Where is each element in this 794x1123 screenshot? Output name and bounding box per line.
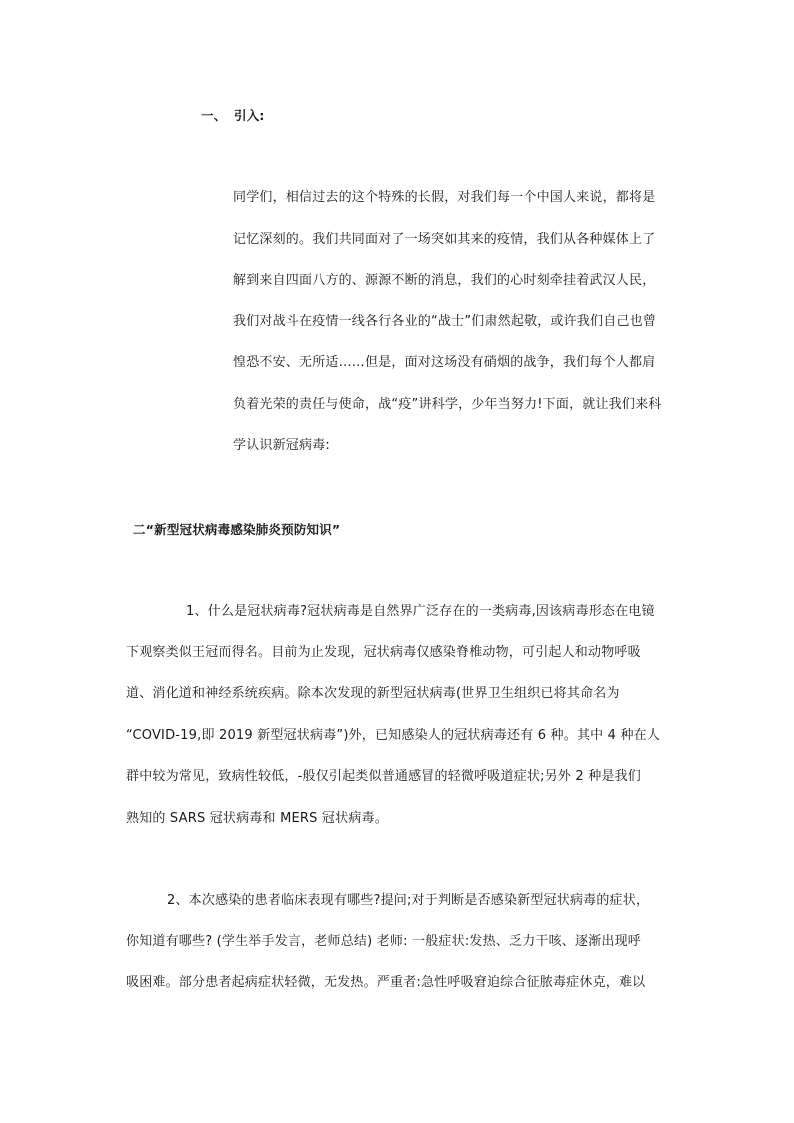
q1-line: 道、消化道和神经系统疾病。除本次发现的新型冠状病毒(世界卫生组织已将其命名为: [126, 686, 620, 701]
q1-line: 群中较为常见，致病性较低，-般仅引起类似普通感冒的轻微呼吸道症状;另外 2 种是我们: [126, 769, 642, 784]
q2-line: 你知道有哪些? (学生举手发言，老师总结) 老师: 一般症状:发热、乏力干咳、逐渐出现呼: [126, 934, 642, 949]
q1-line: 1、什么是冠状病毒?冠状病毒是自然界广泛存在的一类病毒,因该病毒形态在电镜: [186, 604, 655, 619]
intro-line: 学认识新冠病毒:: [233, 438, 330, 453]
intro-line: 惶恐不安、无所适……但是，面对这场没有硝烟的战争，我们每个人都肩: [233, 355, 656, 370]
q1-line: 熟知的 SARS 冠状病毒和 MERS 冠状病毒。: [126, 811, 388, 826]
q2-line: 2、本次感染的患者临床表现有哪些?提问;对于判断是否感染新型冠状病毒的症状，: [167, 893, 650, 908]
intro-line: 解到来自四面八方的、源源不断的消息，我们的心时刻牵挂着武汉人民，: [233, 273, 656, 288]
q2-line: 吸困难。部分患者起病症状轻微，无发热。严重者:急性呼吸窘迫综合征脓毒症休克，难以: [126, 975, 646, 990]
intro-line: 负着光荣的责任与使命，战“疫”讲科学，少年当努力!下面，就让我们来科: [233, 397, 662, 412]
q1-line: 下观察类似王冠而得名。目前为止发现，冠状病毒仅感染脊椎动物，可引起人和动物呼吸: [126, 645, 641, 660]
intro-line: 记忆深刻的。我们共同面对了一场突如其来的疫情，我们从各种媒体上了: [233, 232, 656, 247]
section1-heading-number: 一、: [201, 108, 227, 123]
section1-heading: 引入:: [234, 108, 265, 123]
section2-heading: 二“新型冠状病毒感染肺炎预防知识”: [133, 522, 341, 537]
intro-line: 同学们，相信过去的这个特殊的长假，对我们每一个中国人来说，都将是: [233, 190, 656, 205]
q1-line: “COVID-19,即 2019 新型冠状病毒”)外，已知感染人的冠状病毒还有 6 种。其中 4 种在人: [126, 728, 661, 743]
intro-line: 我们对战斗在疫情一线各行各业的“战士”们肃然起敬，或许我们自己也曾: [233, 314, 657, 329]
